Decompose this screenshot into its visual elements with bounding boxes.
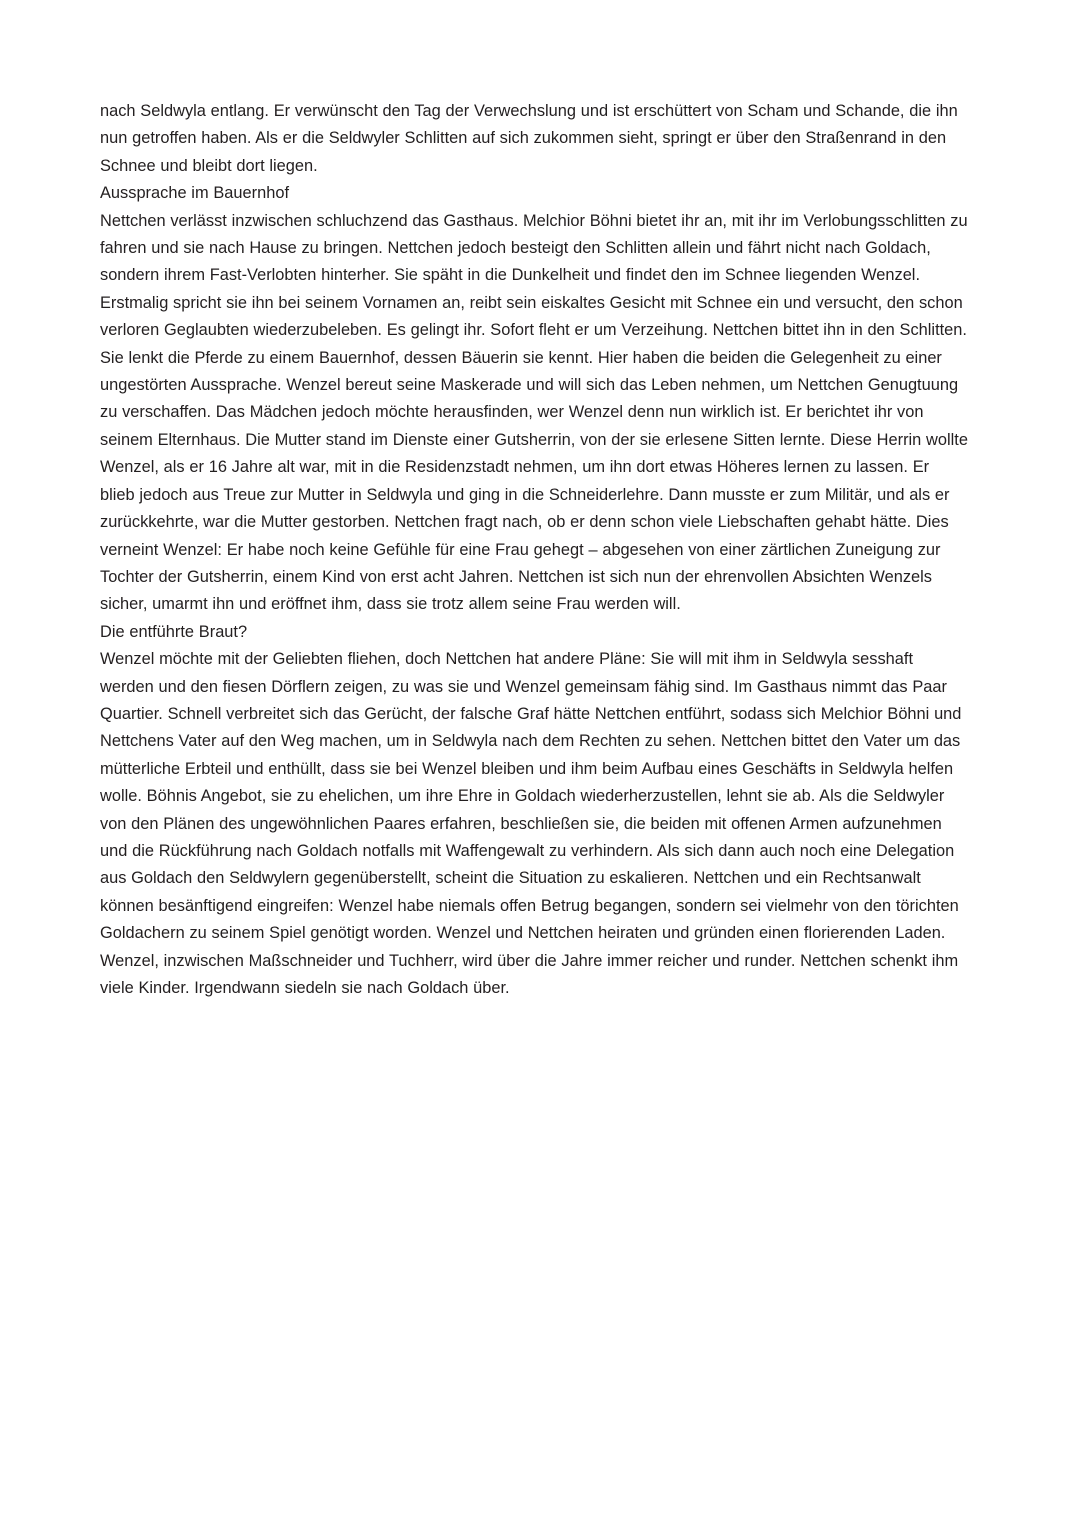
paragraph-continuation: nach Seldwyla entlang. Er verwünscht den Tag der Verwechslung und ist erschüttert von Scham und Schande, die ihn nun getroffen haben. Als er die Seldwyler Schlitten auf sich zukommen sieht, springt er über den Straßenrand in den Schnee und bleibt dort liegen.	[100, 102, 958, 175]
document-body	[100, 98, 968, 1002]
section-heading-aussprache: Aussprache im Bauernhof	[100, 184, 289, 203]
paragraph-braut: Wenzel möchte mit der Geliebten fliehen, doch Nettchen hat andere Pläne: Sie will mit ihm in Seldwyla sesshaft werden und den fiesen Dörflern zeigen, zu was sie und Wenzel gemeinsam fähig sind. Im Gasthaus nimmt das Paar Quartier. Schnell verbreitet sich das Gerücht, der falsche Graf hätte Nettchen entführt, sodass sich Melchior Böhni und Nettchens Vater auf den Weg machen, um in Seldwyla nach dem Rechten zu sehen. Nettchen bittet den Vater um das mütterliche Erbteil und enthüllt, dass sie bei Wenzel bleiben und ihm beim Aufbau eines Geschäfts in Seldwyla helfen wolle. Böhnis Angebot, sie zu ehelichen, um ihre Ehre in Goldach wiederherzustellen, lehnt sie ab. Als die Seldwyler von den Plänen des ungewöhnlichen Paares erfahren, beschließen sie, die beiden mit offenen Armen aufzunehmen und die Rückführung nach Goldach notfalls mit Waffengewalt zu verhindern. Als sich dann auch noch eine Delegation aus Goldach den Seldwylern gegenüberstellt, scheint die Situation zu eskalieren. Nettchen und ein Rechtsanwalt können besänftigend eingreifen: Wenzel habe niemals offen Betrug begangen, sondern sei vielmehr von den törichten Goldachern zu seinem Spiel genötigt worden. Wenzel und Nettchen heiraten und gründen einen florierenden Laden. Wenzel, inzwischen Maßschneider und Tuchherr, wird über die Jahre immer reicher und runder. Nettchen schenkt ihm viele Kinder. Irgendwann siedeln sie nach Goldach über.	[100, 650, 962, 997]
paragraph-aussprache: Nettchen verlässt inzwischen schluchzend das Gasthaus. Melchior Böhni bietet ihr an, mit ihr im Verlobungsschlitten zu fahren und sie nach Hause zu bringen. Nettchen jedoch besteigt den Schlitten allein und fährt nicht nach Goldach, sondern ihrem Fast-Verlobten hinterher. Sie späht in die Dunkelheit und findet den im Schnee liegenden Wenzel. Erstmalig spricht sie ihn bei seinem Vornamen an, reibt sein eiskaltes Gesicht mit Schnee ein und versucht, den schon verloren Geglaubten wiederzubeleben. Es gelingt ihr. Sofort fleht er um Verzeihung. Nettchen bittet ihn in den Schlitten. Sie lenkt die Pferde zu einem Bauernhof, dessen Bäuerin sie kennt. Hier haben die beiden die Gelegenheit zu einer ungestörten Aussprache. Wenzel bereut seine Maskerade und will sich das Leben nehmen, um Nettchen Genugtuung zu verschaffen. Das Mädchen jedoch möchte herausfinden, wer Wenzel denn nun wirklich ist. Er berichtet ihr von seinem Elternhaus. Die Mutter stand im Dienste einer Gutsherrin, von der sie erlesene Sitten lernte. Diese Herrin wollte Wenzel, als er 16 Jahre alt war, mit in die Residenzstadt nehmen, um ihn dort etwas Höheres lernen zu lassen. Er blieb jedoch aus Treue zur Mutter in Seldwyla und ging in die Schneiderlehre. Dann musste er zum Militär, und als er zurückkehrte, war die Mutter gestorben. Nettchen fragt nach, ob er denn schon viele Liebschaften gehabt hätte. Dies verneint Wenzel: Er habe noch keine Gefühle für eine Frau gehegt – abgesehen von einer zärtlichen Zuneigung zur Tochter der Gutsherrin, einem Kind von erst acht Jahren. Nettchen ist sich nun der ehrenvollen Absichten Wenzels sicher, umarmt ihn und eröffnet ihm, dass sie trotz allem seine Frau werden will.	[100, 211, 968, 614]
section-heading-braut: Die entführte Braut?	[100, 622, 248, 641]
